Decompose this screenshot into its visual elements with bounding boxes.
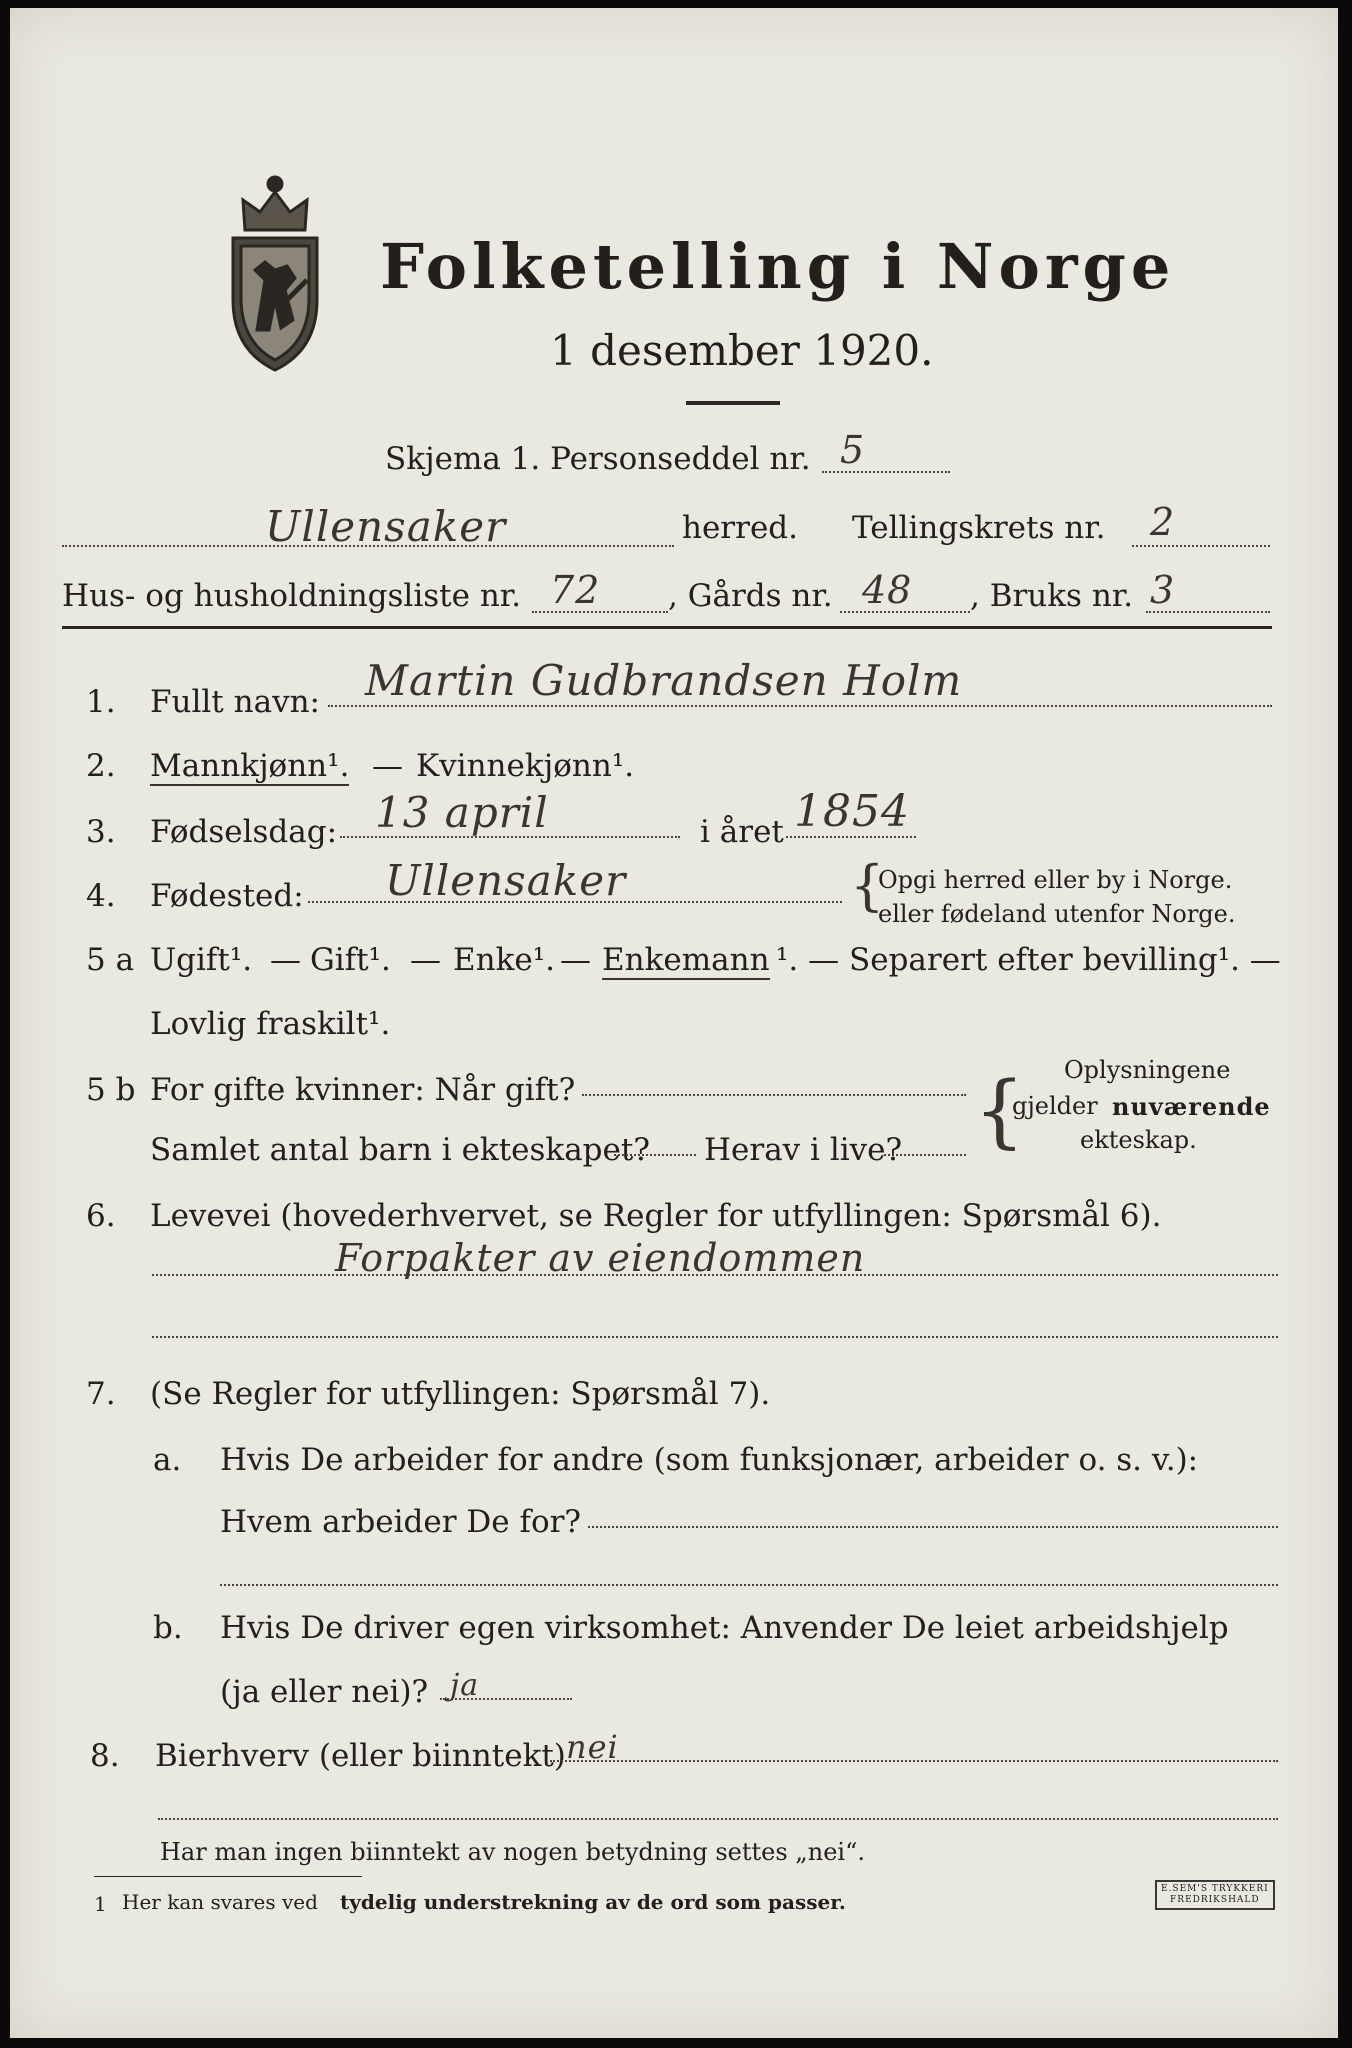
q5a-enke: Enke¹. <box>453 942 556 978</box>
q5a-sep2: — <box>410 942 441 978</box>
q8-number: 8. <box>90 1738 120 1774</box>
q5a-fraskilt: Lovlig fraskilt¹. <box>150 1006 391 1042</box>
q3-label: Fødselsdag: <box>150 814 338 850</box>
q8-line1 <box>550 1760 1278 1762</box>
q2-female-option: Kvinnekjønn¹. <box>416 748 635 784</box>
gaards-value: 48 <box>862 568 913 612</box>
q2-male-option: Mannkjønn¹. <box>150 748 350 784</box>
q7b-label: Hvis De driver egen virksomhet: Anvender De leiet arbeidshjelp <box>220 1610 1229 1646</box>
printer-stamp <box>1155 1880 1275 1910</box>
q7b-letter: b. <box>153 1610 183 1646</box>
q6-number: 6. <box>86 1198 116 1234</box>
q7a-label2: Hvem arbeider De for? <box>220 1504 582 1540</box>
q5b-alive-label: Herav i live? <box>704 1132 903 1168</box>
q5a-gift: Gift¹. <box>310 942 391 978</box>
q6-label: Levevei (hovederhvervet, se Regler for utfyllingen: Spørsmål 6). <box>150 1198 1162 1234</box>
bruks-value: 3 <box>1150 568 1176 612</box>
footnote-text-b: tydelig understrekning av de ord som passer. <box>340 1890 846 1914</box>
q1-label: Fullt navn: <box>150 684 320 720</box>
q7b-label2: (ja eller nei)? <box>220 1674 429 1710</box>
q2-number: 2. <box>86 748 116 784</box>
q7-label: (Se Regler for utfyllingen: Spørsmål 7). <box>150 1376 771 1412</box>
printer-stamp-line2: FREDRIKSHALD <box>1170 1895 1260 1905</box>
q5b-note-line2a: gjelder <box>1012 1092 1098 1120</box>
form-title: Folketelling i Norge <box>380 230 1176 303</box>
herred-value: Ullensaker <box>265 502 507 551</box>
q4-note-line1: Opgi herred eller by i Norge. <box>878 866 1233 894</box>
q4-note-brace: { <box>850 854 885 917</box>
q8-answer: nei <box>566 1728 619 1766</box>
q3-number: 3. <box>86 814 116 850</box>
q7a-line1 <box>588 1526 1278 1528</box>
schema-number-value: 5 <box>840 428 866 472</box>
q6-answer: Forpakter av eiendommen <box>335 1236 866 1280</box>
q7a-letter: a. <box>153 1442 182 1478</box>
header-rule <box>62 626 1272 629</box>
q1-answer: Martin Gudbrandsen Holm <box>365 656 963 705</box>
q5a-rest: ¹. — Separert efter bevilling¹. — <box>776 942 1281 978</box>
schema-label: Skjema 1. Personseddel nr. <box>385 441 811 477</box>
q5b-note-line2b: nuværende <box>1112 1092 1271 1121</box>
q5a-enkemann: Enkemann <box>602 942 770 978</box>
q5a-number: 5 a <box>86 942 135 978</box>
q1-line <box>328 705 1272 707</box>
q5b-number: 5 b <box>86 1072 136 1108</box>
bruks-label: , Bruks nr. <box>970 578 1134 614</box>
title-divider <box>686 401 780 405</box>
tellingskrets-value: 2 <box>1150 500 1176 544</box>
q7b-answer: ja <box>450 1668 480 1703</box>
census-form <box>10 8 1338 2038</box>
husholdningsliste-label: Hus- og husholdningsliste nr. <box>62 578 522 614</box>
footer-note: Har man ingen biinntekt av nogen betydning settes „nei“. <box>160 1838 865 1866</box>
q5b-note-brace: { <box>974 1064 1025 1157</box>
tellingskrets-label: Tellingskrets nr. <box>852 510 1106 546</box>
q2-separator: — <box>372 748 403 784</box>
q1-number: 1. <box>86 684 116 720</box>
q3-year-label: i året <box>700 814 784 850</box>
gaards-label: , Gårds nr. <box>668 578 833 614</box>
q5b-note-line3: ekteskap. <box>1080 1126 1197 1154</box>
q5b-children-line <box>614 1154 696 1156</box>
q5a-sep3: — <box>560 942 591 978</box>
tellingskrets-line <box>1132 545 1270 547</box>
q5b-note-line1: Oplysningene <box>1064 1056 1231 1084</box>
q5b-children-label: Samlet antal barn i ekteskapet? <box>150 1132 650 1168</box>
footnote-mark: 1 <box>94 1892 107 1916</box>
q8-line2 <box>158 1818 1278 1820</box>
q4-answer: Ullensaker <box>385 856 627 905</box>
q7a-line2 <box>220 1584 1278 1586</box>
footnote-rule <box>94 1876 362 1877</box>
coat-of-arms-emblem <box>215 170 335 379</box>
q4-label: Fødested: <box>150 878 304 914</box>
herred-label: herred. <box>682 510 798 546</box>
q4-note-line2: eller fødeland utenfor Norge. <box>878 900 1236 928</box>
footnote-text-a: Her kan svares ved <box>122 1890 318 1914</box>
q7-number: 7. <box>86 1376 116 1412</box>
q6-line2 <box>152 1336 1278 1338</box>
q7a-label: Hvis De arbeider for andre (som funksjonær, arbeider o. s. v.): <box>220 1442 1199 1478</box>
q4-number: 4. <box>86 878 116 914</box>
q5a-ugift: Ugift¹. <box>150 942 253 978</box>
census-date: 1 desember 1920. <box>550 326 934 375</box>
husholdningsliste-value: 72 <box>550 568 601 612</box>
q5b-label: For gifte kvinner: Når gift? <box>150 1072 576 1108</box>
q8-label: Bierhverv (eller biinntekt) <box>155 1738 566 1774</box>
printer-stamp-line1: E.SEM'S TRYKKERI <box>1161 1884 1269 1894</box>
q5b-married-line <box>582 1094 966 1096</box>
q3-answer: 13 april <box>375 788 549 837</box>
q3-year: 1854 <box>794 786 910 837</box>
q5a-sep1: — <box>270 942 301 978</box>
q5b-alive-line <box>884 1154 966 1156</box>
